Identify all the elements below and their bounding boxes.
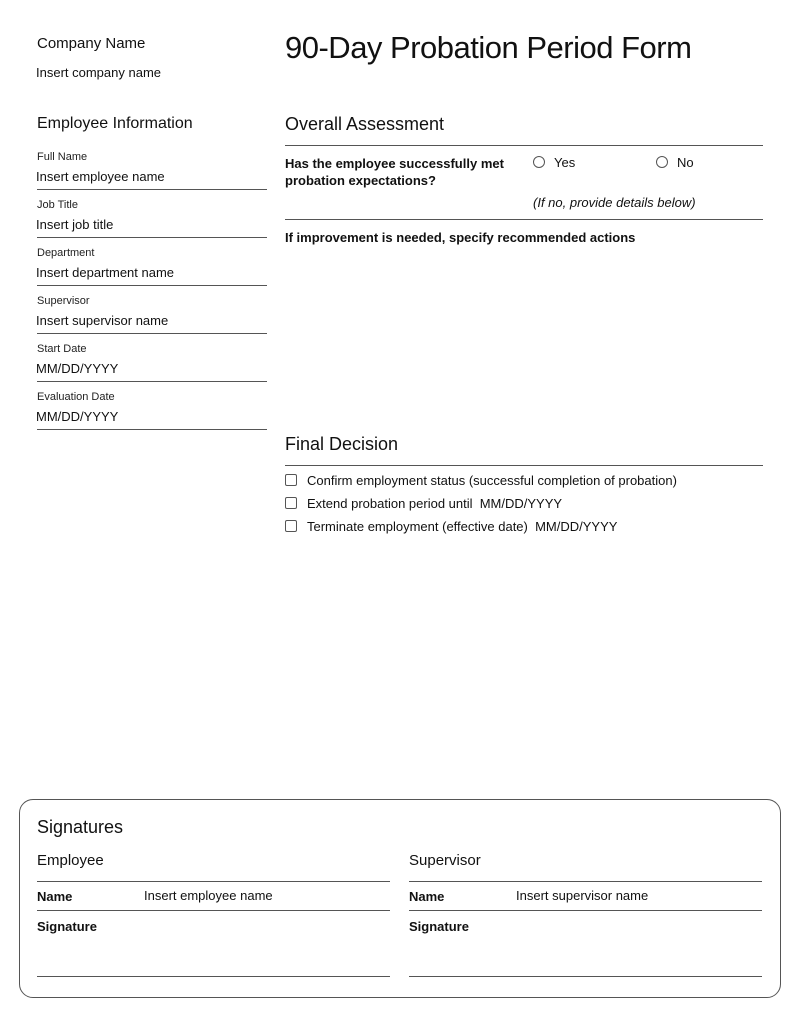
assessment-heading: Overall Assessment (285, 114, 445, 134)
divider (37, 285, 267, 286)
divider (37, 910, 390, 911)
assessment-question: Has the employee successfully met probation expectations? (285, 156, 504, 188)
divider (409, 910, 762, 911)
radio-icon (656, 156, 668, 168)
department-label: Department (37, 247, 95, 259)
yes-radio[interactable] (533, 155, 575, 170)
no-label: No (677, 155, 694, 170)
supervisor-name-field[interactable]: Insert supervisor name (516, 888, 649, 903)
divider (37, 333, 267, 334)
employee-name-label: Name (37, 889, 73, 904)
employee-signature-field[interactable] (37, 940, 390, 977)
company-label: Company Name (37, 35, 146, 52)
no-radio[interactable] (656, 155, 694, 170)
extend-checkbox[interactable] (285, 497, 297, 509)
supervisor-name-label: Name (409, 889, 445, 904)
divider (285, 219, 763, 220)
divider (285, 465, 763, 466)
supervisor-signature-field[interactable] (409, 940, 762, 977)
job-title-field[interactable]: Insert job title (36, 217, 114, 232)
employee-sig-heading: Employee (37, 852, 104, 869)
divider (285, 145, 763, 146)
supervisor-field[interactable]: Insert supervisor name (36, 313, 169, 328)
signatures-heading: Signatures (37, 817, 124, 837)
terminate-option-label: Terminate employment (effective date) MM/DD/YYYY (307, 519, 618, 534)
divider (37, 429, 267, 430)
start-date-label: Start Date (37, 343, 87, 355)
employee-signature-label: Signature (37, 919, 97, 934)
divider (37, 189, 267, 190)
job-title-label: Job Title (37, 199, 78, 211)
improvement-actions-field[interactable] (285, 250, 763, 420)
employee-name-field[interactable]: Insert employee name (144, 888, 273, 903)
confirm-checkbox[interactable] (285, 474, 297, 486)
supervisor-label: Supervisor (37, 295, 90, 307)
confirm-option-label: Confirm employment status (successful completion of probation) (307, 473, 677, 488)
assessment-note: (If no, provide details below) (533, 195, 696, 210)
supervisor-signature-label: Signature (409, 919, 469, 934)
divider (37, 881, 390, 882)
extend-option-label: Extend probation period until MM/DD/YYYY (307, 496, 563, 511)
divider (409, 881, 762, 882)
final-decision-heading: Final Decision (285, 434, 399, 454)
company-name-field[interactable]: Insert company name (36, 65, 162, 80)
terminate-checkbox[interactable] (285, 520, 297, 532)
evaluation-date-label: Evaluation Date (37, 391, 115, 403)
department-field[interactable]: Insert department name (36, 265, 175, 280)
improvement-label: If improvement is needed, specify recommended actions (285, 230, 636, 245)
divider (37, 381, 267, 382)
employee-info-heading: Employee Information (37, 115, 193, 132)
full-name-field[interactable]: Insert employee name (36, 169, 165, 184)
page-title: 90-Day Probation Period Form (285, 30, 692, 65)
full-name-label: Full Name (37, 151, 88, 163)
evaluation-date-field[interactable]: MM/DD/YYYY (36, 409, 119, 424)
radio-icon (533, 156, 545, 168)
divider (37, 237, 267, 238)
supervisor-sig-heading: Supervisor (409, 852, 481, 869)
start-date-field[interactable]: MM/DD/YYYY (36, 361, 119, 376)
yes-label: Yes (554, 155, 576, 170)
